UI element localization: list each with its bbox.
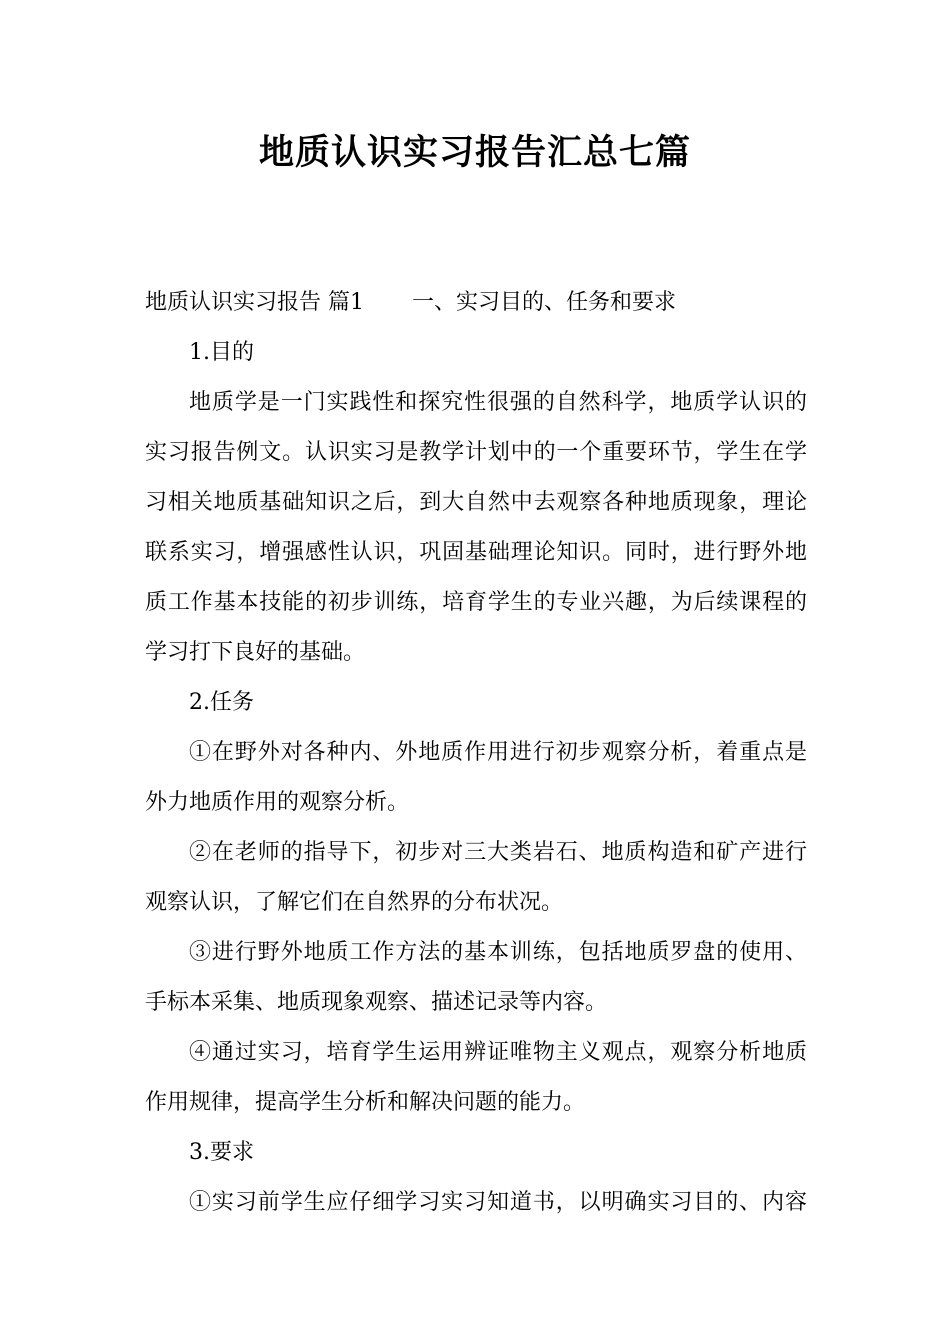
text-line: 习相关地质基础知识之后，到大自然中去观察各种地质现象，理论 (145, 490, 807, 515)
text-line: 作用规律，提高学生分析和解决问题的能力。 (145, 1090, 586, 1115)
text-line: 质工作基本技能的初步训练，培育学生的专业兴趣，为后续课程的 (145, 590, 807, 615)
text-line: ③进行野外地质工作方法的基本训练，包括地质罗盘的使用、 (189, 940, 807, 965)
text-line: 手标本采集、地质现象观察、描述记录等内容。 (145, 990, 608, 1015)
document-title: 地质认识实习报告汇总七篇 (258, 132, 691, 173)
text-line: 1.目的 (189, 340, 254, 365)
text-line: 外力地质作用的观察分析。 (145, 790, 410, 815)
text-line: 观察认识，了解它们在自然界的分布状况。 (145, 890, 564, 915)
text-line: 联系实习，增强感性认识，巩固基础理论知识。同时，进行野外地 (145, 540, 807, 565)
text-line: ①在野外对各种内、外地质作用进行初步观察分析，着重点是 (189, 740, 807, 765)
text-line: 2.任务 (189, 690, 254, 715)
text-line: ①实习前学生应仔细学习实习知道书，以明确实习目的、内容 (189, 1190, 807, 1215)
text-line: 地质学是一门实践性和探究性很强的自然科学，地质学认识的 (189, 390, 807, 415)
lead-line (145, 278, 807, 328)
document-body (145, 278, 807, 1228)
text-line: ④通过实习，培育学生运用辨证唯物主义观点，观察分析地质 (189, 1040, 807, 1065)
text-line: 学习打下良好的基础。 (145, 640, 366, 665)
section-heading: 一、实习目的、任务和要求 (412, 290, 677, 315)
text-line: 实习报告例文。认识实习是教学计划中的一个重要环节，学生在学 (145, 440, 807, 465)
article-label: 地质认识实习报告 篇1 (145, 290, 364, 315)
text-line: ②在老师的指导下，初步对三大类岩石、地质构造和矿产进行 (189, 840, 807, 865)
text-line: 3.要求 (189, 1140, 254, 1165)
paragraph-lines (145, 328, 807, 1228)
